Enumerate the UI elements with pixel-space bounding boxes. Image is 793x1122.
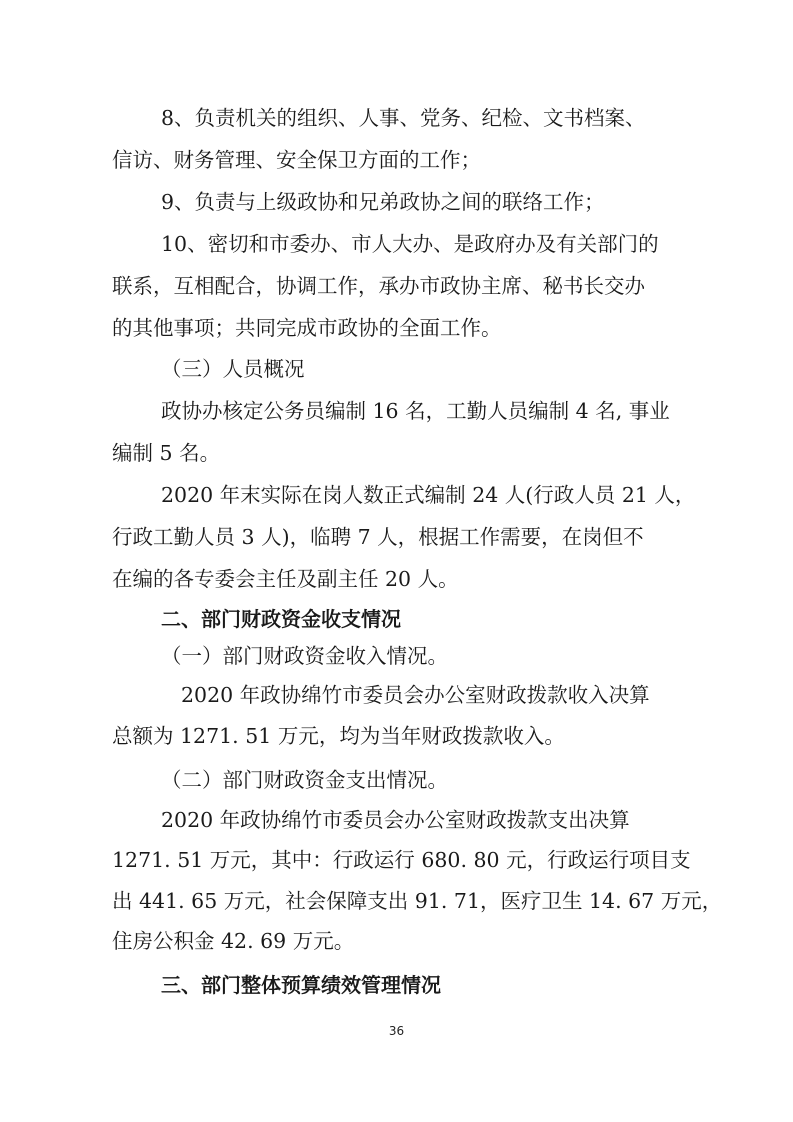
paragraph-line: 联系，互相配合，协调工作，承办市政协主席、秘书长交办: [112, 274, 645, 298]
paragraph-line: 的其他事项；共同完成市政协的全面工作。: [112, 316, 502, 340]
paragraph-line: 行政工勤人员 3 人)，临聘 7 人，根据工作需要，在岗但不: [112, 525, 644, 549]
section-subheading: （二）部门财政资金支出情况。: [161, 768, 448, 792]
paragraph-line: 信访、财务管理、安全保卫方面的工作；: [112, 148, 481, 172]
section-subheading: （三）人员概况: [161, 357, 305, 381]
paragraph-line: 2020 年政协绵竹市委员会办公室财政拨款支出决算: [161, 808, 630, 832]
paragraph-line: 10、密切和市委办、市人大办、是政府办及有关部门的: [161, 232, 659, 256]
paragraph-line: 政协办核定公务员编制 16 名，工勤人员编制 4 名, 事业: [161, 399, 670, 423]
paragraph-line: 编制 5 名。: [112, 441, 221, 465]
page-number: 36: [388, 1024, 405, 1038]
paragraph-line: 住房公积金 42. 69 万元。: [112, 929, 355, 953]
paragraph-line: 出 441. 65 万元，社会保障支出 91. 71，医疗卫生 14. 67 万元，: [112, 889, 723, 913]
paragraph-line: 1271. 51 万元，其中：行政运行 680. 80 元，行政运行项目支: [112, 848, 691, 872]
paragraph-line: 8、负责机关的组织、人事、党务、纪检、文书档案、: [161, 106, 646, 130]
paragraph-line: 9、负责与上级政协和兄弟政协之间的联络工作；: [161, 190, 605, 214]
paragraph-line: 在编的各专委会主任及副主任 20 人。: [112, 567, 459, 591]
paragraph-line: 2020 年末实际在岗人数正式编制 24 人(行政人员 21 人，: [161, 483, 696, 507]
section-subheading: （一）部门财政资金收入情况。: [161, 644, 448, 668]
section-heading: 二、部门财政资金收支情况: [161, 607, 401, 631]
paragraph-line: 总额为 1271. 51 万元，均为当年财政拨款收入。: [112, 724, 565, 748]
paragraph-line: 2020 年政协绵竹市委员会办公室财政拨款收入决算: [181, 683, 650, 707]
section-heading: 三、部门整体预算绩效管理情况: [161, 973, 441, 997]
